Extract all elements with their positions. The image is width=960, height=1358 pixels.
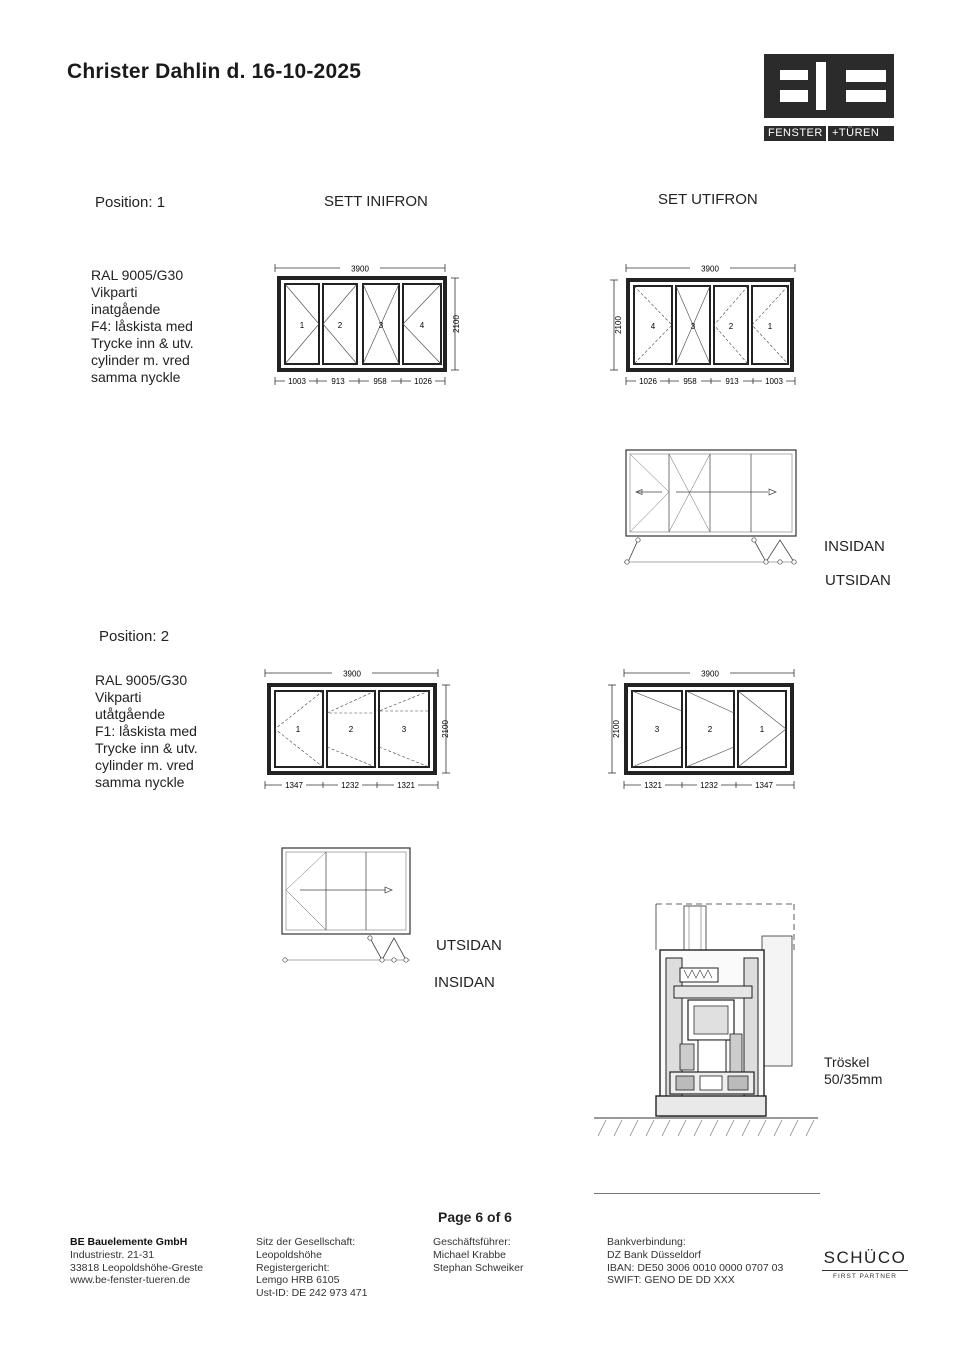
spec-line: cylinder m. vred [95,757,194,773]
height-dim: 2100 [612,720,621,738]
panel-width-dim: 1026 [639,377,657,386]
spec-line: RAL 9005/G30 [95,672,188,688]
threshold-label-line: Tröskel [824,1054,870,1070]
panel-width-dim: 1232 [341,781,359,790]
panel-number: 4 [650,322,656,331]
logo-tagline-left: FENSTER [768,127,823,139]
footer-divider [594,1193,820,1194]
position-2-label: Position: 2 [99,628,170,645]
footer-bank [607,1236,783,1287]
panel-number: 2 [707,725,713,734]
threshold-label-line: 50/35mm [824,1071,883,1087]
spec-line: inatgående [91,301,161,317]
management-name: Michael Krabbe [433,1248,506,1261]
panel-width-dim: 1232 [700,781,718,790]
side-label-insidan-1: INSIDAN [824,538,885,555]
spec-line: Trycke inn & utv. [91,335,194,351]
management-label: Geschäftsführer: [433,1236,511,1248]
management-name: Stephan Schweiker [433,1261,524,1274]
page-title: Christer Dahlin d. 16-10-2025 [67,60,362,83]
spec-line: samma nyckle [91,369,181,385]
total-width-dim: 3900 [701,669,719,679]
panel-number: 4 [419,321,425,330]
panel-width-dim: 1026 [414,377,432,386]
registry-seat-label: Sitz der Gesellschaft: [256,1236,356,1248]
position-2-outside-elevation [606,667,802,793]
panel-width-dim: 958 [373,377,387,386]
panel-number: 2 [337,321,343,330]
panel-number: 2 [348,725,354,734]
side-label-insidan-2: INSIDAN [434,974,495,991]
position-1-spec [91,267,194,386]
partner-name: SCHÜCO [822,1248,908,1271]
panel-number: 1 [767,322,773,331]
panel-number: 1 [759,725,765,734]
company-street: Industriestr. 21-31 [70,1248,155,1261]
panel-width-dim: 1321 [397,781,415,790]
total-width-dim: 3900 [343,669,361,679]
inside-view-label: SETT INIFRON [324,193,428,210]
footer-registry [256,1236,367,1300]
partner-tag: FIRST PARTNER [833,1273,897,1280]
panel-width-dim: 1321 [644,781,662,790]
spec-line: RAL 9005/G30 [91,267,184,283]
height-dim: 2100 [441,720,450,738]
position-1-outside-elevation [608,262,808,390]
height-dim: 2100 [614,316,623,334]
registry-court-label: Registergericht: [256,1261,330,1274]
panel-number: 3 [378,321,384,330]
panel-number: 3 [654,725,660,734]
footer-management [433,1236,523,1274]
spec-line: Vikparti [91,284,138,300]
panel-number: 2 [728,322,734,331]
spec-line: samma nyckle [95,774,185,790]
position-1-inside-elevation [270,262,470,390]
bank-name: DZ Bank Düsseldorf [607,1248,701,1261]
company-city: 33818 Leopoldshöhe-Greste [70,1261,204,1274]
threshold-section-drawing [594,900,822,1140]
position-2-fold-diagram [276,842,418,966]
registry-seat: Leopoldshöhe [256,1248,322,1261]
logo-tagline-right: +TÜREN [832,127,880,139]
threshold-label [824,1054,882,1088]
spec-line: F1: låskista med [95,723,197,739]
company-name: BE Bauelemente GmbH [70,1236,188,1248]
spec-line: cylinder m. vred [91,352,190,368]
spec-line: F4: låskista med [91,318,193,334]
schueco-logo [822,1248,908,1280]
side-label-utsidan-1: UTSIDAN [825,572,891,589]
panel-number: 1 [295,725,301,734]
panel-number: 3 [690,322,696,331]
footer-company [70,1236,203,1287]
bank-label: Bankverbindung: [607,1236,686,1248]
page-number: Page 6 of 6 [438,1209,512,1225]
panel-width-dim: 1347 [755,781,773,790]
panel-width-dim: 958 [683,377,697,386]
spec-line: Trycke inn & utv. [95,740,198,756]
panel-width-dim: 1347 [285,781,303,790]
panel-width-dim: 913 [725,377,739,386]
registry-court: Lemgo HRB 6105 [256,1274,340,1287]
spec-line: utåtgående [95,706,166,722]
position-1-fold-diagram [618,444,804,570]
position-1-label: Position: 1 [95,194,166,211]
panel-number: 1 [299,321,305,330]
position-2-inside-elevation [260,667,460,793]
be-logo [764,54,894,144]
bank-swift: SWIFT: GENO DE DD XXX [607,1274,735,1287]
total-width-dim: 3900 [701,264,719,274]
bank-iban: IBAN: DE50 3006 0010 0000 0707 03 [607,1261,784,1274]
height-dim: 2100 [452,315,461,333]
position-2-spec [95,672,198,791]
panel-width-dim: 1003 [288,377,306,386]
side-label-utsidan-2: UTSIDAN [436,937,502,954]
total-width-dim: 3900 [351,264,369,274]
panel-width-dim: 1003 [765,377,783,386]
spec-line: Vikparti [95,689,142,705]
outside-view-label: SET UTIFRON [658,191,758,208]
panel-number: 3 [401,725,407,734]
panel-width-dim: 913 [331,377,345,386]
registry-vat: Ust-ID: DE 242 973 471 [256,1287,368,1300]
company-website: www.be-fenster-tueren.de [70,1274,191,1287]
